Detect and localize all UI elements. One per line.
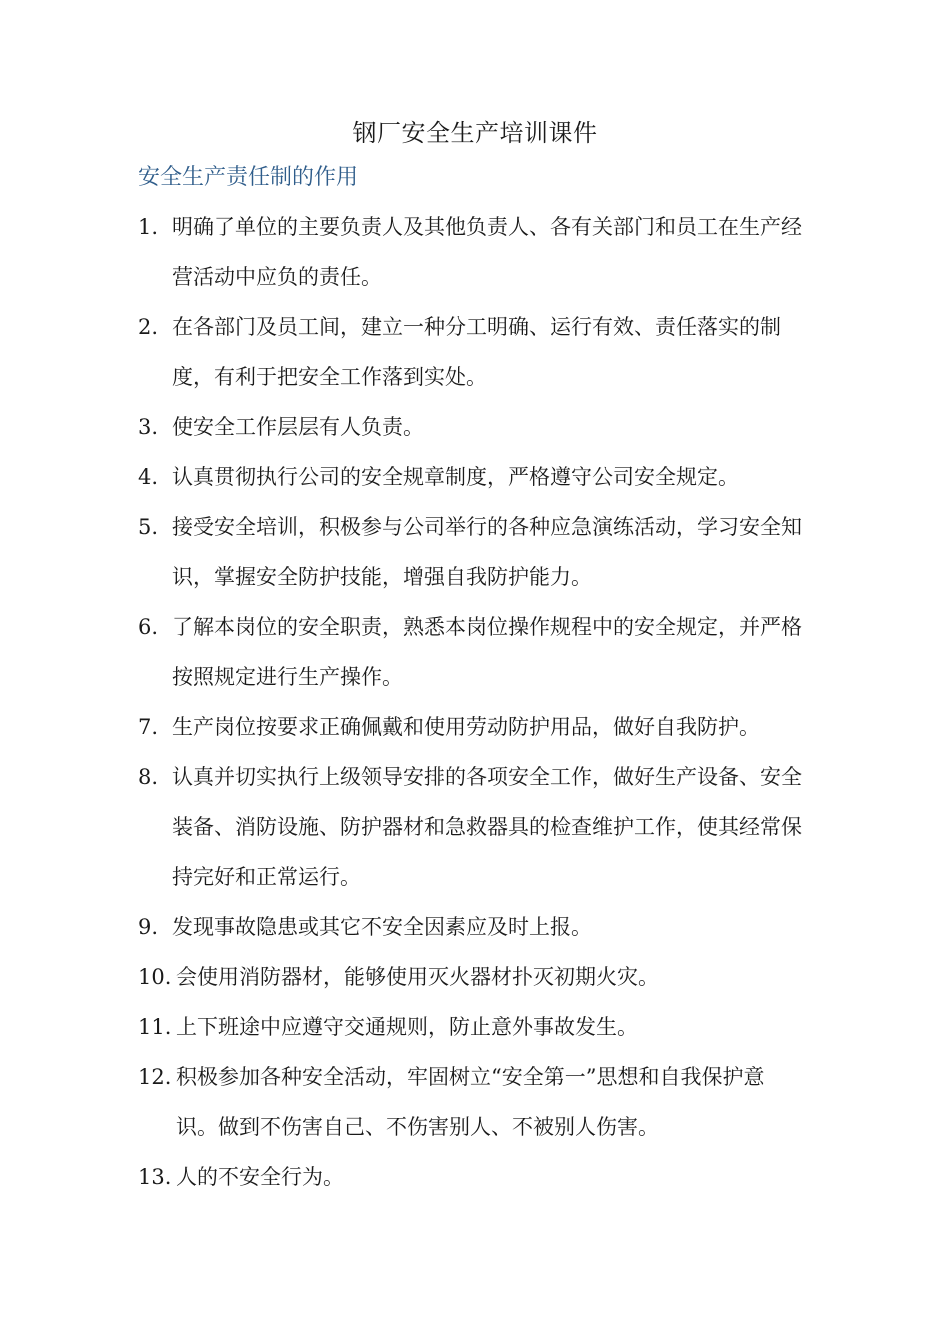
list-item	[138, 752, 806, 902]
list-item	[138, 1052, 806, 1152]
list-item-number: 3.	[138, 415, 159, 439]
list-item-text: 会使用消防器材，能够使用灭火器材扑灭初期火灾。	[176, 965, 659, 989]
list-item-number: 9.	[138, 915, 159, 939]
list-item	[138, 402, 806, 452]
list-item-number: 12.	[138, 1065, 172, 1089]
list-item	[138, 702, 806, 752]
list-item	[138, 1152, 806, 1202]
list-item-number: 10.	[138, 965, 172, 989]
list-item-text: 生产岗位按要求正确佩戴和使用劳动防护用品，做好自我防护。	[172, 715, 760, 739]
list-item-number: 13.	[138, 1165, 172, 1189]
list-item-text: 使安全工作层层有人负责。	[172, 415, 424, 439]
list-item-number: 1.	[138, 215, 159, 239]
list-item-number: 11.	[138, 1015, 172, 1039]
document-title: 钢厂安全生产培训课件	[352, 119, 598, 147]
list-item-text: 接受安全培训，积极参与公司举行的各种应急演练活动，学习安全知识，掌握安全防护技能，增强自我防护能力。	[172, 515, 802, 589]
list-item	[138, 452, 806, 502]
list-item-text: 认真并切实执行上级领导安排的各项安全工作，做好生产设备、安全装备、消防设施、防护器材和急救器具的检查维护工作，使其经常保持完好和正常运行。	[172, 765, 802, 889]
list-item-number: 8.	[138, 765, 159, 789]
list-item-text: 明确了单位的主要负责人及其他负责人、各有关部门和员工在生产经营活动中应负的责任。	[172, 215, 802, 289]
list-item-text: 人的不安全行为。	[176, 1165, 344, 1189]
list-item-text: 认真贯彻执行公司的安全规章制度，严格遵守公司安全规定。	[172, 465, 739, 489]
list-item	[138, 302, 806, 402]
list-item-number: 4.	[138, 465, 159, 489]
responsibility-list	[138, 202, 806, 1202]
list-item-number: 5.	[138, 515, 159, 539]
section-heading: 安全生产责任制的作用	[138, 165, 359, 190]
list-item	[138, 902, 806, 952]
list-item	[138, 502, 806, 602]
list-item	[138, 952, 806, 1002]
list-item-text: 在各部门及员工间，建立一种分工明确、运行有效、责任落实的制度，有利于把安全工作落到实处。	[172, 315, 781, 389]
list-item-number: 6.	[138, 615, 159, 639]
list-item-number: 7.	[138, 715, 159, 739]
list-item-text: 上下班途中应遵守交通规则，防止意外事故发生。	[176, 1015, 638, 1039]
list-item-text: 发现事故隐患或其它不安全因素应及时上报。	[172, 915, 592, 939]
list-item-text: 积极参加各种安全活动，牢固树立“安全第一”思想和自我保护意识。做到不伤害自己、不伤害别人、不被别人伤害。	[176, 1065, 765, 1139]
list-item-number: 2.	[138, 315, 159, 339]
list-item	[138, 1002, 806, 1052]
list-item	[138, 602, 806, 702]
list-item	[138, 202, 806, 302]
list-item-text: 了解本岗位的安全职责，熟悉本岗位操作规程中的安全规定，并严格按照规定进行生产操作。	[172, 615, 802, 689]
